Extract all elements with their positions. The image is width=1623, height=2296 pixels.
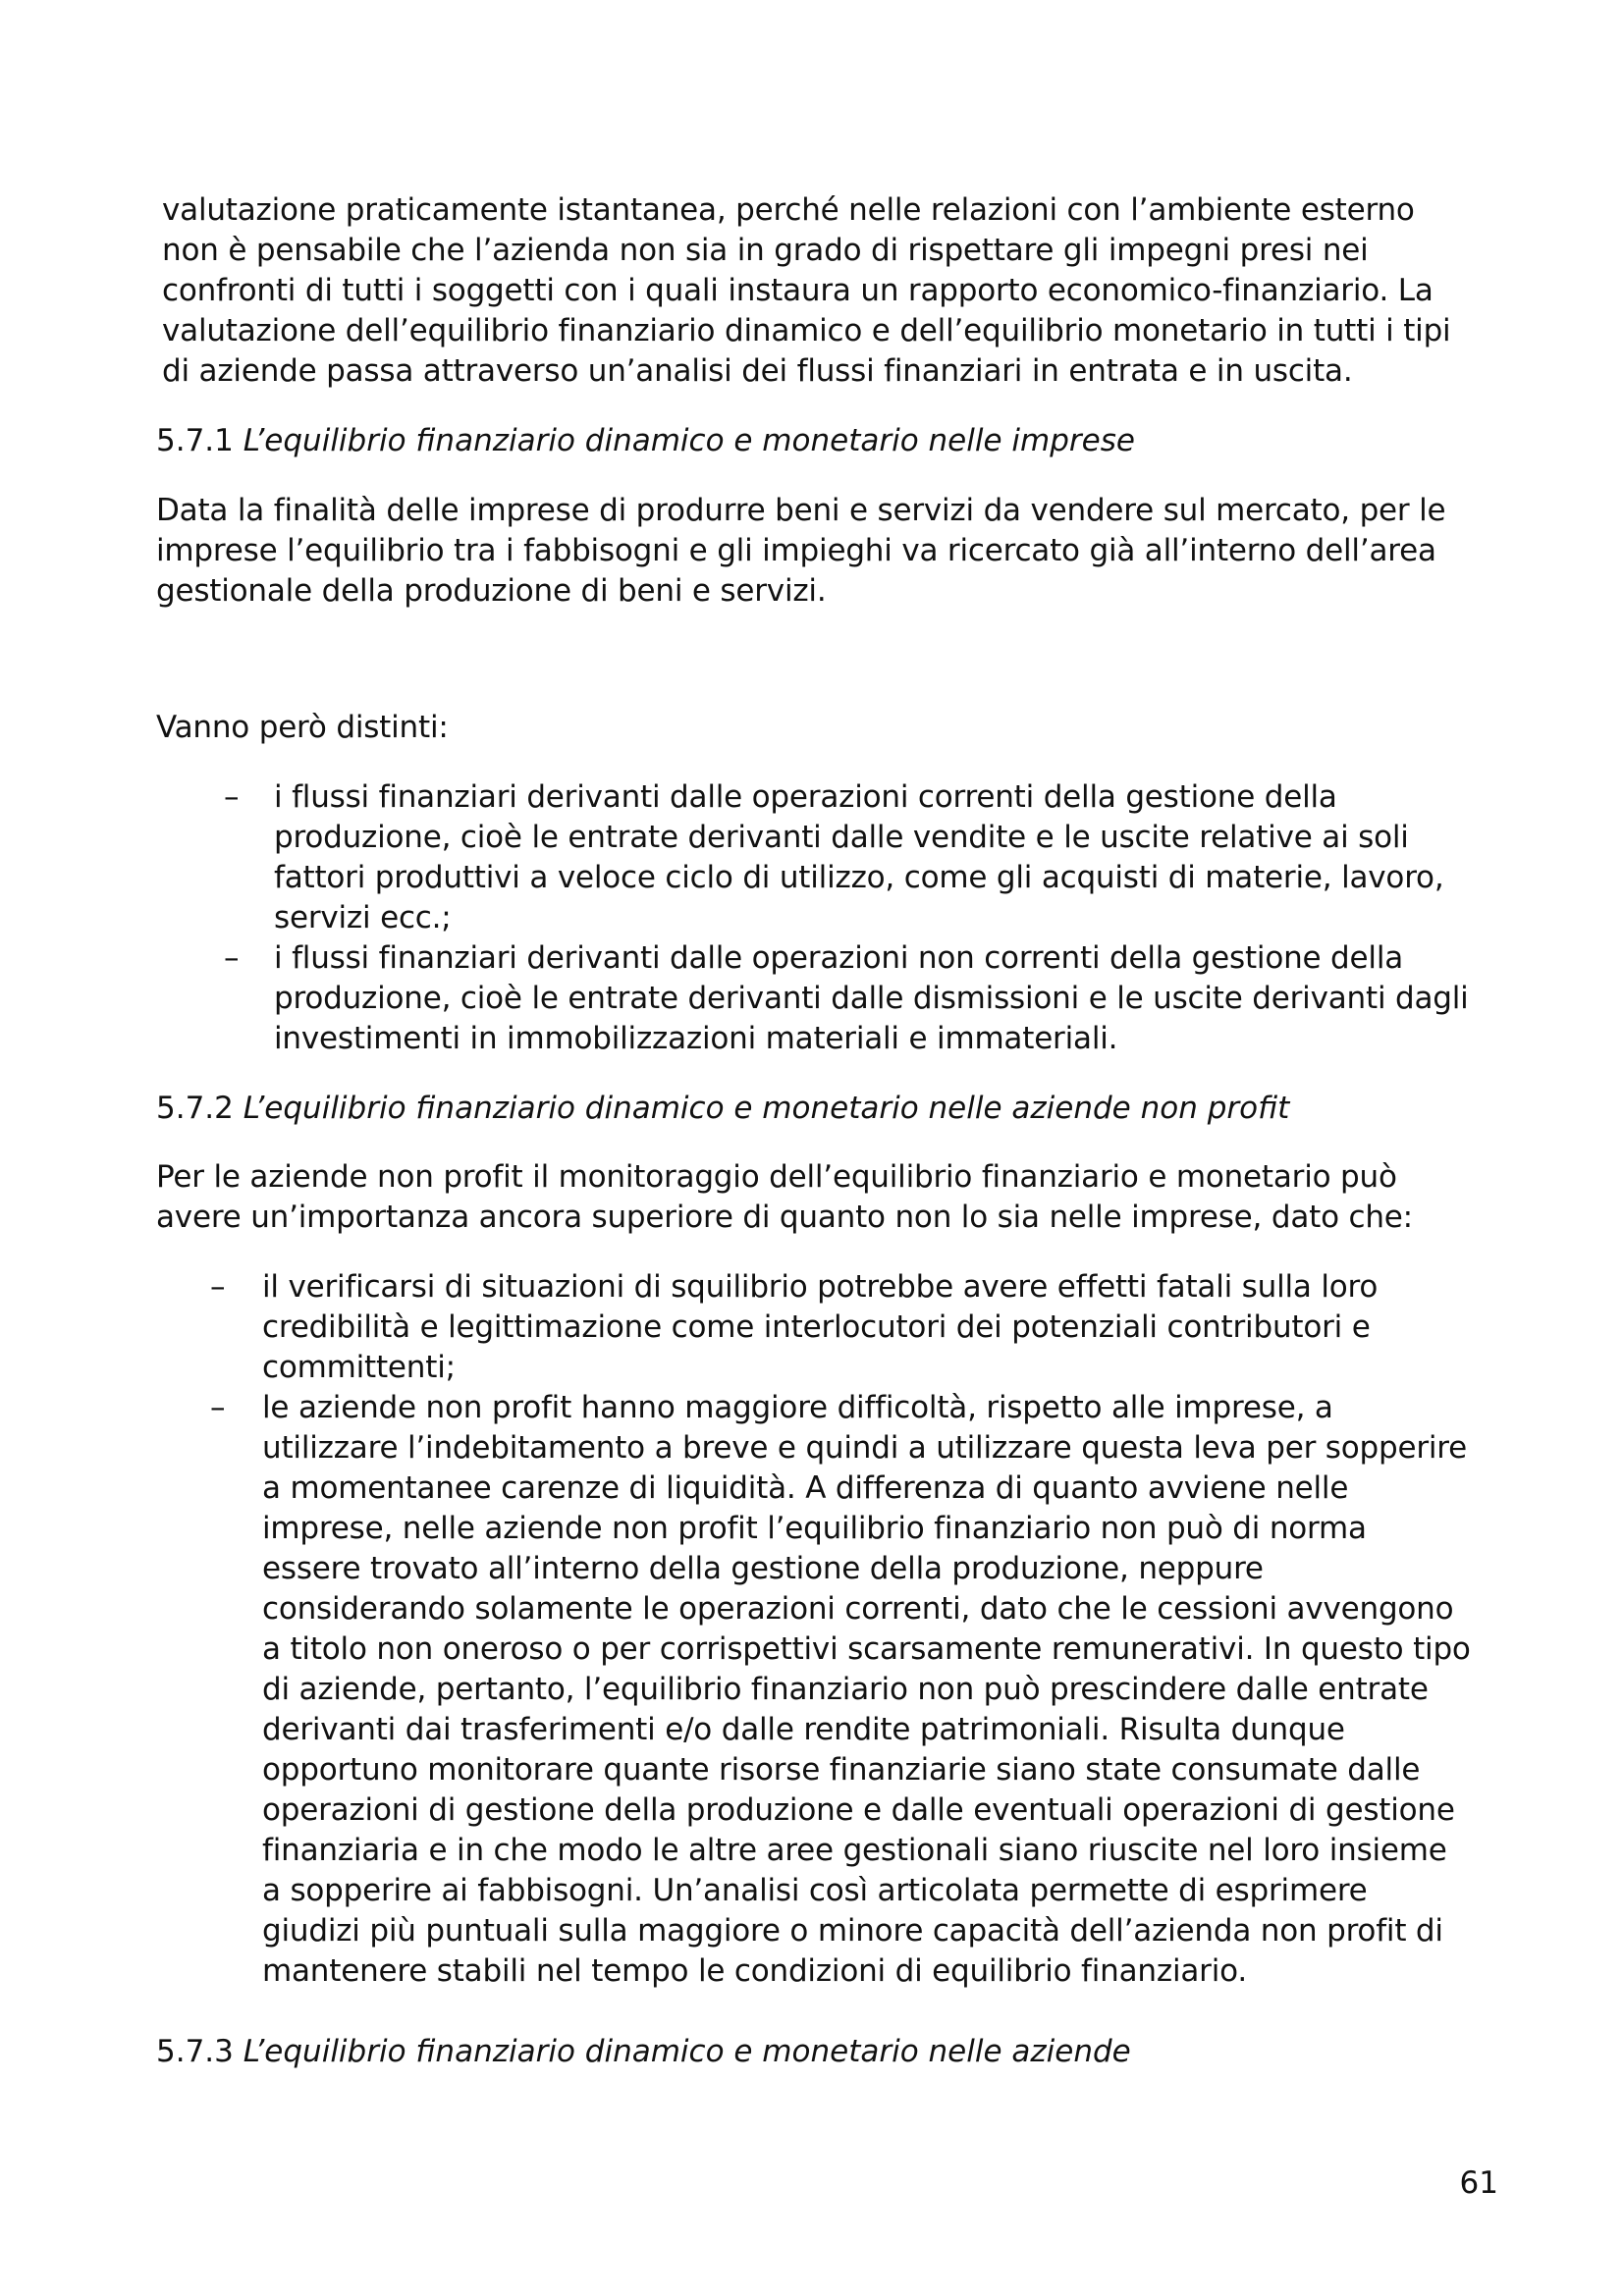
page-number: 61: [1459, 2165, 1498, 2201]
text-line: finanziaria e in che modo le altre aree gestionali siano riuscite nel loro insieme: [262, 1833, 1447, 1868]
section-1-paragraph: [156, 491, 1491, 612]
section-number: 5.7.1: [156, 423, 234, 458]
text-line: Per le aziende non profit il monitoraggio dell’equilibrio finanziario e monetario può: [156, 1159, 1397, 1195]
text-line: mantenere stabili nel tempo le condizioni di equilibrio finanziario.: [262, 1953, 1247, 1989]
text-line: di aziende passa attraverso un’analisi dei flussi finanziari in entrata e in uscita.: [162, 353, 1353, 389]
text-line: imprese, nelle aziende non profit l’equilibrio finanziario non può di norma: [262, 1511, 1367, 1546]
text-line: utilizzare l’indebitamento a breve e quindi a utilizzare questa leva per sopperire: [262, 1430, 1468, 1466]
text-line: il verificarsi di situazioni di squilibrio potrebbe avere effetti fatali sulla loro: [262, 1269, 1379, 1305]
text-line: a titolo non oneroso o per corrispettivi scarsamente remunerativi. In questo tipo: [262, 1631, 1471, 1667]
text-line: credibilità e legittimazione come interlocutori dei potenziali contributori e: [262, 1309, 1371, 1345]
text-line: produzione, cioè le entrate derivanti dalle dismissioni e le uscite derivanti dagli: [274, 981, 1469, 1016]
text-line: produzione, cioè le entrate derivanti dalle vendite e le uscite relative ai soli: [274, 820, 1409, 855]
section-heading-5-7-1: [156, 421, 1511, 461]
text-line: di aziende, pertanto, l’equilibrio finanziario non può prescindere dalle entrate: [262, 1672, 1429, 1707]
text-line: gestionale della produzione di beni e servizi.: [156, 573, 827, 609]
text-line: valutazione dell’equilibrio finanziario dinamico e dell’equilibrio monetario in tutti i tipi: [162, 313, 1451, 348]
list-item: [210, 1267, 1487, 1388]
intro-paragraph: [162, 190, 1488, 392]
dash-bullet: –: [224, 779, 240, 815]
list-item: [224, 777, 1490, 938]
text-line: le aziende non profit hanno maggiore difficoltà, rispetto alle imprese, a: [262, 1390, 1333, 1425]
section-title: L’equilibrio finanziario dinamico e monetario nelle aziende non profit: [243, 1091, 1290, 1126]
text-line: essere trovato all’interno della gestione della produzione, neppure: [262, 1551, 1264, 1586]
text-line: a momentanee carenze di liquidità. A differenza di quanto avviene nelle: [262, 1470, 1349, 1506]
text-line: confronti di tutti i soggetti con i quali instaura un rapporto economico-finanziario. La: [162, 273, 1434, 308]
text-line: fattori produttivi a veloce ciclo di utilizzo, come gli acquisti di materie, lavoro,: [274, 860, 1444, 895]
section-number: 5.7.2: [156, 1091, 234, 1126]
text-line: investimenti in immobilizzazioni materiali e immateriali.: [274, 1021, 1118, 1056]
text-line: giudizi più puntuali sulla maggiore o minore capacità dell’azienda non profit di: [262, 1913, 1443, 1949]
section-title: L’equilibrio finanziario dinamico e monetario nelle aziende: [243, 2034, 1131, 2069]
section-1-list: [224, 777, 1490, 1059]
section-2-list: [210, 1267, 1487, 1992]
text-line: opportuno monitorare quante risorse finanziarie siano state consumate dalle: [262, 1752, 1421, 1788]
text-line: considerando solamente le operazioni correnti, dato che le cessioni avvengono: [262, 1591, 1454, 1627]
text-line: committenti;: [262, 1350, 456, 1385]
section-title: L’equilibrio finanziario dinamico e monetario nelle imprese: [243, 423, 1135, 458]
dash-bullet: –: [210, 1269, 226, 1305]
text-line: servizi ecc.;: [274, 900, 452, 935]
section-2-paragraph: [156, 1157, 1491, 1238]
text-line: valutazione praticamente istantanea, perché nelle relazioni con l’ambiente esterno: [162, 192, 1415, 228]
section-heading-5-7-3: [156, 2032, 1511, 2072]
dash-bullet: –: [224, 940, 240, 976]
section-1-intro: Vanno però distinti:: [156, 710, 449, 745]
text-line: operazioni di gestione della produzione e dalle eventuali operazioni di gestione: [262, 1792, 1455, 1828]
text-line: avere un’importanza ancora superiore di quanto non lo sia nelle imprese, dato che:: [156, 1200, 1413, 1235]
text-line: Data la finalità delle imprese di produrre beni e servizi da vendere sul mercato, per le: [156, 493, 1446, 528]
text-line: i flussi finanziari derivanti dalle operazioni non correnti della gestione della: [274, 940, 1404, 976]
section-number: 5.7.3: [156, 2034, 234, 2069]
text-line: a sopperire ai fabbisogni. Un’analisi così articolata permette di esprimere: [262, 1873, 1368, 1908]
text-line: i flussi finanziari derivanti dalle operazioni correnti della gestione della: [274, 779, 1337, 815]
list-item: [224, 938, 1490, 1059]
text-line: imprese l’equilibrio tra i fabbisogni e gli impieghi va ricercato già all’interno dell’area: [156, 533, 1436, 568]
text-line: derivanti dai trasferimenti e/o dalle rendite patrimoniali. Risulta dunque: [262, 1712, 1345, 1747]
section-heading-5-7-2: [156, 1089, 1511, 1129]
text-line: non è pensabile che l’azienda non sia in grado di rispettare gli impegni presi nei: [162, 233, 1369, 268]
dash-bullet: –: [210, 1390, 226, 1425]
list-item: [210, 1388, 1487, 1992]
